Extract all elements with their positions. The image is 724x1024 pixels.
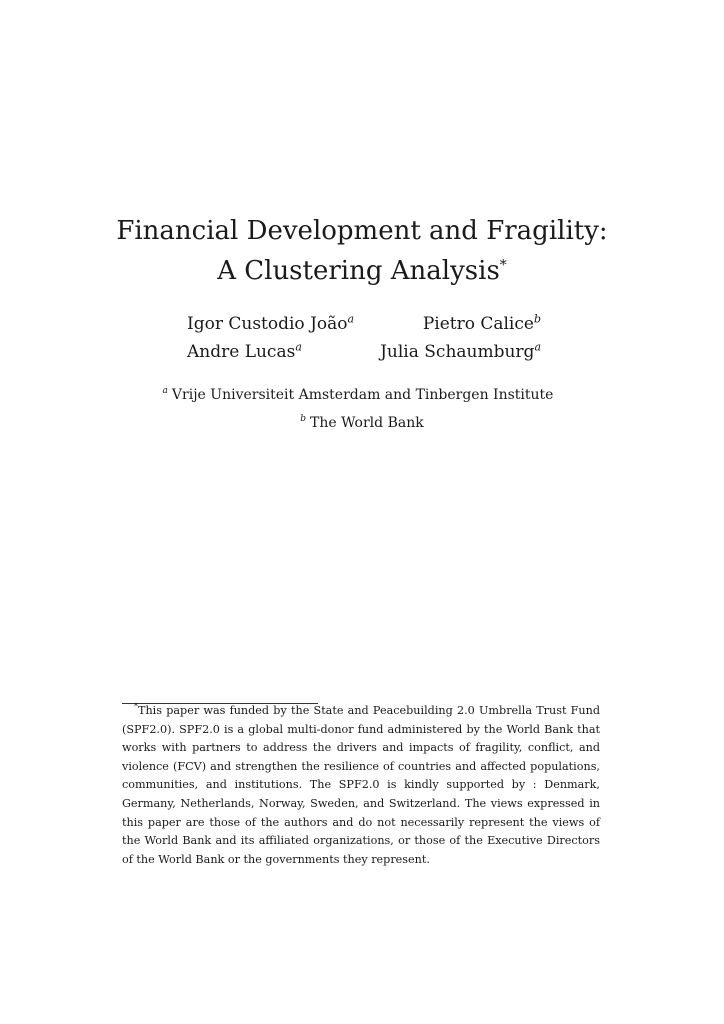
author-affiliation-mark: a (347, 312, 355, 326)
author-name: Pietro Calice (422, 314, 534, 334)
title-footnote-marker: * (499, 257, 507, 274)
affiliation-text: Vrije Universiteit Amsterdam and Tinbergen Institute (171, 387, 554, 403)
author-igor-custodio-joao (187, 313, 354, 335)
affiliation-a (0, 386, 720, 404)
author-andre-lucas (187, 341, 302, 363)
author-name: Igor Custodio João (187, 314, 348, 334)
funding-footnote (122, 702, 600, 869)
affiliation-mark: a (162, 386, 168, 397)
affiliation-text: The World Bank (310, 415, 424, 431)
footnote-marker: * (134, 702, 138, 712)
author-name: Julia Schaumburg (380, 342, 535, 362)
paper-title-line-2 (0, 256, 724, 286)
footnote-text: This paper was funded by the State and Peacebuilding 2.0 Umbrella Trust Fund (SPF2.0). SPF2.0 is a global multi-donor fund administered by the World Bank that works with partners to address the drivers and impacts of fragility, conflict, and violence (FCV) and strengthen the resilience of countries and affected populations, communities, and institutions. The SPF2.0 is kindly supported by : Denmark, Germany, Netherlands, Norway, Sweden, and Switzerland. The views expressed in this paper are those of the authors and do not necessarily represent the views of the World Bank and its affiliated organizations, or those of the Executive Directors of the World Bank or the governments they represent. (122, 704, 600, 866)
author-affiliation-mark: b (533, 312, 541, 326)
affiliation-mark: b (300, 414, 307, 425)
author-julia-schaumburg (380, 341, 541, 363)
paper-title-subtitle: A Clustering Analysis (217, 256, 500, 286)
paper-title-line-1: Financial Development and Fragility: (116, 216, 608, 246)
author-affiliation-mark: a (534, 340, 541, 354)
author-name: Andre Lucas (187, 342, 296, 362)
affiliation-b (0, 414, 724, 432)
author-affiliation-mark: a (295, 340, 302, 354)
author-pietro-calice (423, 313, 541, 335)
